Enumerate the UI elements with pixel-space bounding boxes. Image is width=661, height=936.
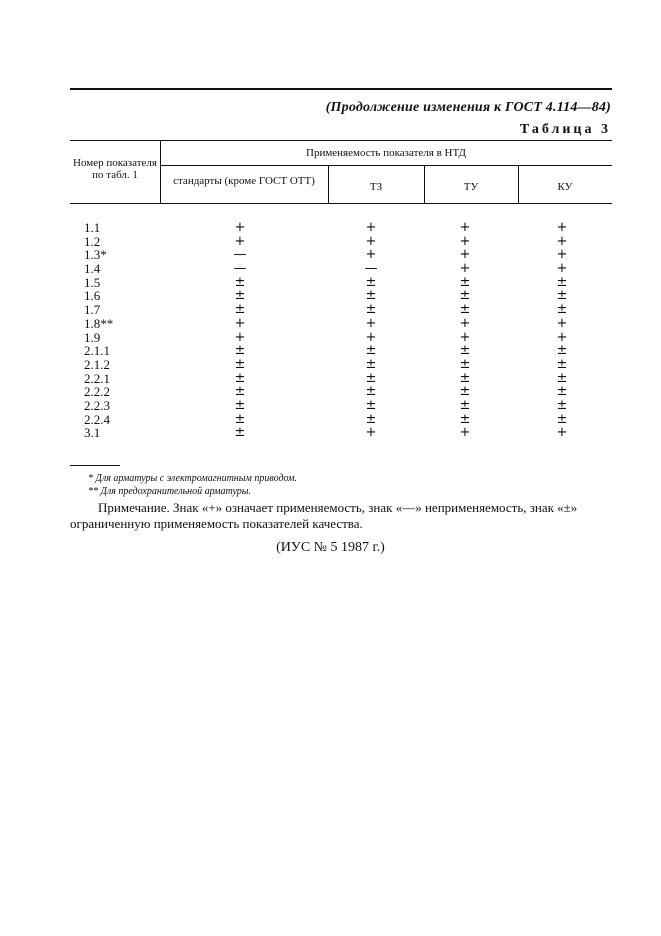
cell-standards: ± <box>234 397 246 413</box>
row-number: 1.1 <box>84 220 101 235</box>
cell-ku: ± <box>556 356 568 372</box>
cell-tu: ± <box>459 288 471 304</box>
table-row <box>70 276 612 290</box>
cell-ku: + <box>556 261 568 277</box>
row-number: 1.7 <box>84 302 101 318</box>
table-row <box>70 413 612 427</box>
cell-ku: ± <box>556 411 568 427</box>
cell-ku: + <box>556 315 568 331</box>
cell-tz: ± <box>365 411 377 427</box>
table-row <box>70 289 612 303</box>
header-subdivider <box>160 165 612 166</box>
cell-tu: + <box>459 425 471 441</box>
cell-standards: + <box>234 220 246 235</box>
cell-ku: ± <box>556 274 568 290</box>
table-row <box>70 399 612 413</box>
cell-standards: + <box>234 315 246 331</box>
cell-tz: — <box>364 261 378 277</box>
col-header-group: Применяемость показателя в НТД <box>306 147 466 159</box>
cell-tu: + <box>459 329 471 345</box>
cell-ku: + <box>556 329 568 345</box>
cell-tu: ± <box>459 343 471 359</box>
col-header-tz: ТЗ <box>369 181 383 193</box>
row-number: 2.1.2 <box>84 356 110 372</box>
row-number: 2.2.4 <box>84 411 110 427</box>
row-number: 1.4 <box>84 261 101 277</box>
cell-tz: + <box>365 220 377 235</box>
cell-standards: ± <box>234 384 246 400</box>
cell-ku: + <box>556 233 568 249</box>
cell-tz: ± <box>365 384 377 400</box>
row-number: 3.1 <box>84 425 101 441</box>
cell-tu: ± <box>459 397 471 413</box>
cell-tz: ± <box>365 370 377 386</box>
table-row <box>70 248 612 262</box>
cell-tz: + <box>365 233 377 249</box>
table-body <box>70 221 612 440</box>
continuation-heading: (Продолжение изменения к ГОСТ 4.114—84) <box>325 100 611 115</box>
cell-tz: ± <box>365 288 377 304</box>
cell-ku: ± <box>556 384 568 400</box>
col-header-ku: КУ <box>557 181 573 193</box>
top-rule <box>70 88 612 90</box>
cell-standards: + <box>234 329 246 345</box>
table-row <box>70 235 612 249</box>
cell-tu: + <box>459 233 471 249</box>
table-row <box>70 426 612 440</box>
table-row <box>70 317 612 331</box>
cell-tu: + <box>459 261 471 277</box>
cell-tu: + <box>459 247 471 263</box>
cell-tz: + <box>365 329 377 345</box>
cell-standards: — <box>233 261 247 277</box>
col-header-rownum: Номер показателя по табл. 1 <box>73 157 157 181</box>
cell-standards: ± <box>234 370 246 386</box>
cell-tz: ± <box>365 343 377 359</box>
table-row <box>70 221 612 235</box>
cell-tz: ± <box>365 302 377 318</box>
row-number: 2.2.1 <box>84 370 110 386</box>
cell-ku: ± <box>556 343 568 359</box>
cell-standards: ± <box>234 343 246 359</box>
row-number: 1.3* <box>84 247 107 263</box>
cell-tz: ± <box>365 274 377 290</box>
cell-ku: + <box>556 425 568 441</box>
footnote-1: * Для арматуры с электромагнитным приводом. <box>88 473 298 484</box>
row-number: 1.5 <box>84 274 101 290</box>
cell-standards: ± <box>234 411 246 427</box>
cell-ku: + <box>556 247 568 263</box>
footnote-rule <box>70 465 120 466</box>
row-number: 1.2 <box>84 233 101 249</box>
cell-tz: + <box>365 315 377 331</box>
cell-tz: ± <box>365 356 377 372</box>
col-header-tu: ТУ <box>463 181 479 193</box>
note-text: Примечание. Знак «+» означает применяемость, знак «—» неприменяемость, знак «±» ограниченную применяемость показателей качества. <box>70 500 578 531</box>
table-row <box>70 344 612 358</box>
cell-standards: ± <box>234 425 246 441</box>
col-header-standards: стандарты (кроме ГОСТ ОТТ) <box>173 175 315 187</box>
row-number: 2.1.1 <box>84 343 110 359</box>
table-row <box>70 385 612 399</box>
cell-tu: + <box>459 315 471 331</box>
row-number: 1.6 <box>84 288 101 304</box>
row-number: 1.8** <box>84 315 114 331</box>
cell-tz: ± <box>365 397 377 413</box>
table-row <box>70 372 612 386</box>
cell-tu: ± <box>459 302 471 318</box>
cell-ku: ± <box>556 370 568 386</box>
footnote-2: ** Для предохранительной арматуры. <box>88 486 252 497</box>
table-row <box>70 303 612 317</box>
header-block <box>70 140 612 204</box>
cell-tu: ± <box>459 384 471 400</box>
cell-ku: ± <box>556 397 568 413</box>
row-number: 2.2.3 <box>84 397 110 413</box>
cell-standards: ± <box>234 302 246 318</box>
row-number: 1.9 <box>84 329 101 345</box>
table-row <box>70 331 612 345</box>
cell-tu: ± <box>459 370 471 386</box>
cell-ku: ± <box>556 302 568 318</box>
cell-tu: ± <box>459 356 471 372</box>
cell-tz: + <box>365 425 377 441</box>
izv-reference: (ИУС № 5 1987 г.) <box>276 540 385 555</box>
table-row <box>70 358 612 372</box>
cell-standards: — <box>233 247 247 263</box>
cell-tz: + <box>365 247 377 263</box>
cell-standards: ± <box>234 274 246 290</box>
cell-tu: ± <box>459 411 471 427</box>
cell-tu: ± <box>459 274 471 290</box>
cell-standards: ± <box>234 288 246 304</box>
table-header <box>70 140 612 204</box>
cell-standards: ± <box>234 356 246 372</box>
table-row <box>70 262 612 276</box>
cell-tu: + <box>459 220 471 235</box>
table-title: Таблица 3 <box>519 122 611 137</box>
cell-standards: + <box>234 233 246 249</box>
row-number: 2.2.2 <box>84 384 110 400</box>
cell-ku: + <box>556 220 568 235</box>
cell-ku: ± <box>556 288 568 304</box>
